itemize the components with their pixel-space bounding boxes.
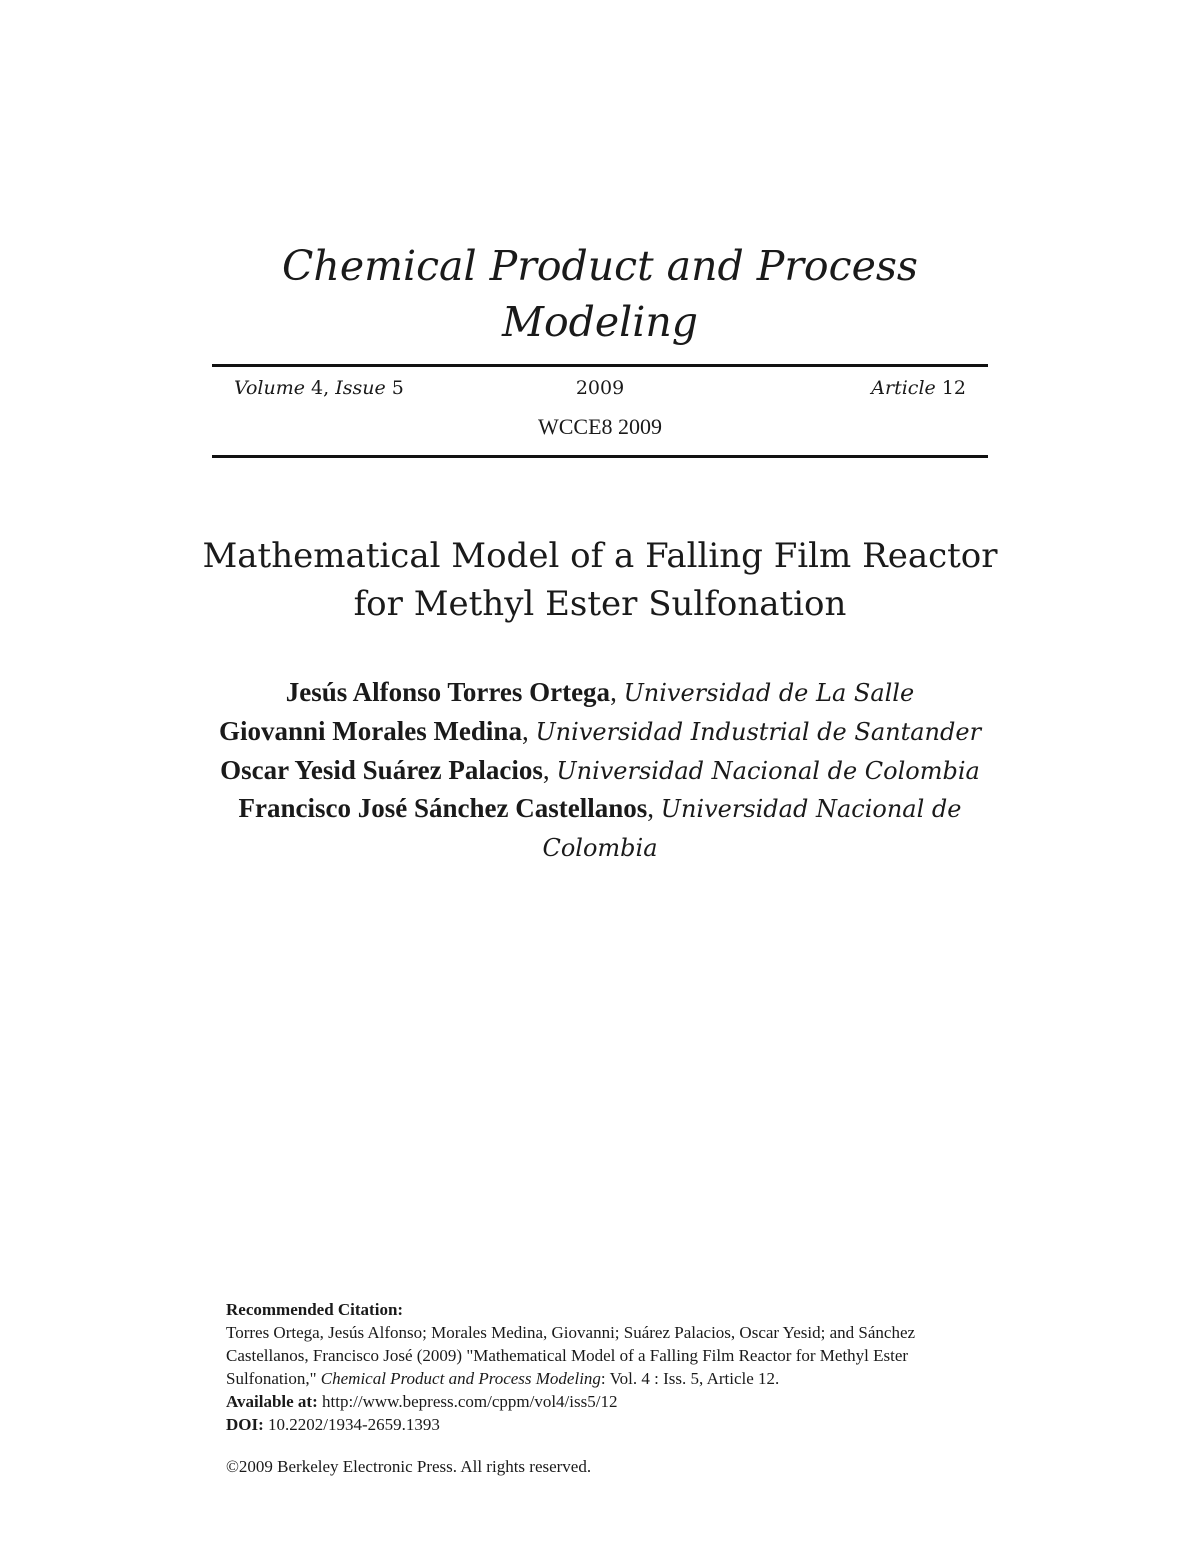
- author-name: Jesús Alfonso Torres Ortega: [285, 677, 611, 707]
- author-affiliation: Universidad Nacional de Colombia: [556, 756, 980, 785]
- journal-title-line2: Modeling: [501, 298, 699, 346]
- journal-title-line1: Chemical Product and Process: [282, 242, 918, 290]
- top-rule: [212, 364, 988, 367]
- article-number: [871, 374, 966, 402]
- volume-issue: Volume 4, Issue 5: [234, 377, 404, 399]
- volume-number: 4: [311, 377, 324, 399]
- recommended-citation: [226, 1298, 986, 1436]
- issue-year: 2009: [575, 377, 625, 399]
- conference-name: WCCE8 2009: [537, 414, 663, 439]
- article-number-value: 12: [941, 377, 966, 399]
- author-name: Francisco José Sánchez Castellanos: [238, 793, 648, 824]
- copyright-notice: ©2009 Berkeley Electronic Press. All rights reserved.: [226, 1457, 592, 1476]
- author-list: [200, 674, 1000, 868]
- citation-heading: Recommended Citation:: [226, 1300, 404, 1319]
- issue-info-row: [212, 374, 988, 402]
- doi-label: DOI:: [226, 1415, 264, 1434]
- issue-label: Issue: [335, 377, 386, 399]
- bottom-rule: [212, 455, 988, 458]
- author-name: Oscar Yesid Suárez Palacios: [220, 754, 543, 785]
- volume-label: Volume: [234, 377, 305, 399]
- issue-number: 5: [391, 377, 404, 399]
- author-affiliation: Universidad de La Salle: [623, 679, 915, 707]
- doi-value[interactable]: 10.2202/1934-2659.1393: [268, 1415, 440, 1434]
- article-title: [180, 532, 1020, 628]
- article-label: Article: [871, 377, 936, 399]
- citation-text-part2: : Vol. 4 : Iss. 5, Article 12.: [600, 1369, 780, 1388]
- author-entry: Giovanni Morales Medina, Universidad Industrial de Santander: [218, 715, 982, 746]
- author-entry: Jesús Alfonso Torres Ortega, Universidad de La Salle: [285, 677, 915, 707]
- citation-text: [226, 1321, 986, 1390]
- author-name: Giovanni Morales Medina: [218, 715, 522, 746]
- article-title-line2: for Methyl Ester Sulfonation: [353, 584, 847, 624]
- available-url[interactable]: http://www.bepress.com/cppm/vol4/iss5/12: [322, 1392, 618, 1411]
- available-at: [226, 1390, 986, 1413]
- article-title-line1: Mathematical Model of a Falling Film Reactor: [202, 536, 998, 576]
- available-label: Available at:: [226, 1392, 318, 1411]
- author-entry: Francisco José Sánchez Castellanos, Universidad Nacional de Colombia: [238, 793, 962, 863]
- author-affiliation: Universidad Nacional de Colombia: [542, 795, 962, 863]
- citation-text-part1: Torres Ortega, Jesús Alfonso; Morales Medina, Giovanni; Suárez Palacios, Oscar Yesid; and Sánchez Castellanos, Francisco José (2009) "Mathematical Model of a Falling Film Reactor for Methyl Ester Sulfonation,": [226, 1323, 916, 1388]
- citation-journal: Chemical Product and Process Modeling: [320, 1369, 601, 1388]
- doi-line: [226, 1413, 986, 1436]
- author-affiliation: Universidad Industrial de Santander: [535, 717, 982, 746]
- journal-title: [212, 238, 988, 350]
- author-entry: Oscar Yesid Suárez Palacios, Universidad Nacional de Colombia: [220, 754, 980, 785]
